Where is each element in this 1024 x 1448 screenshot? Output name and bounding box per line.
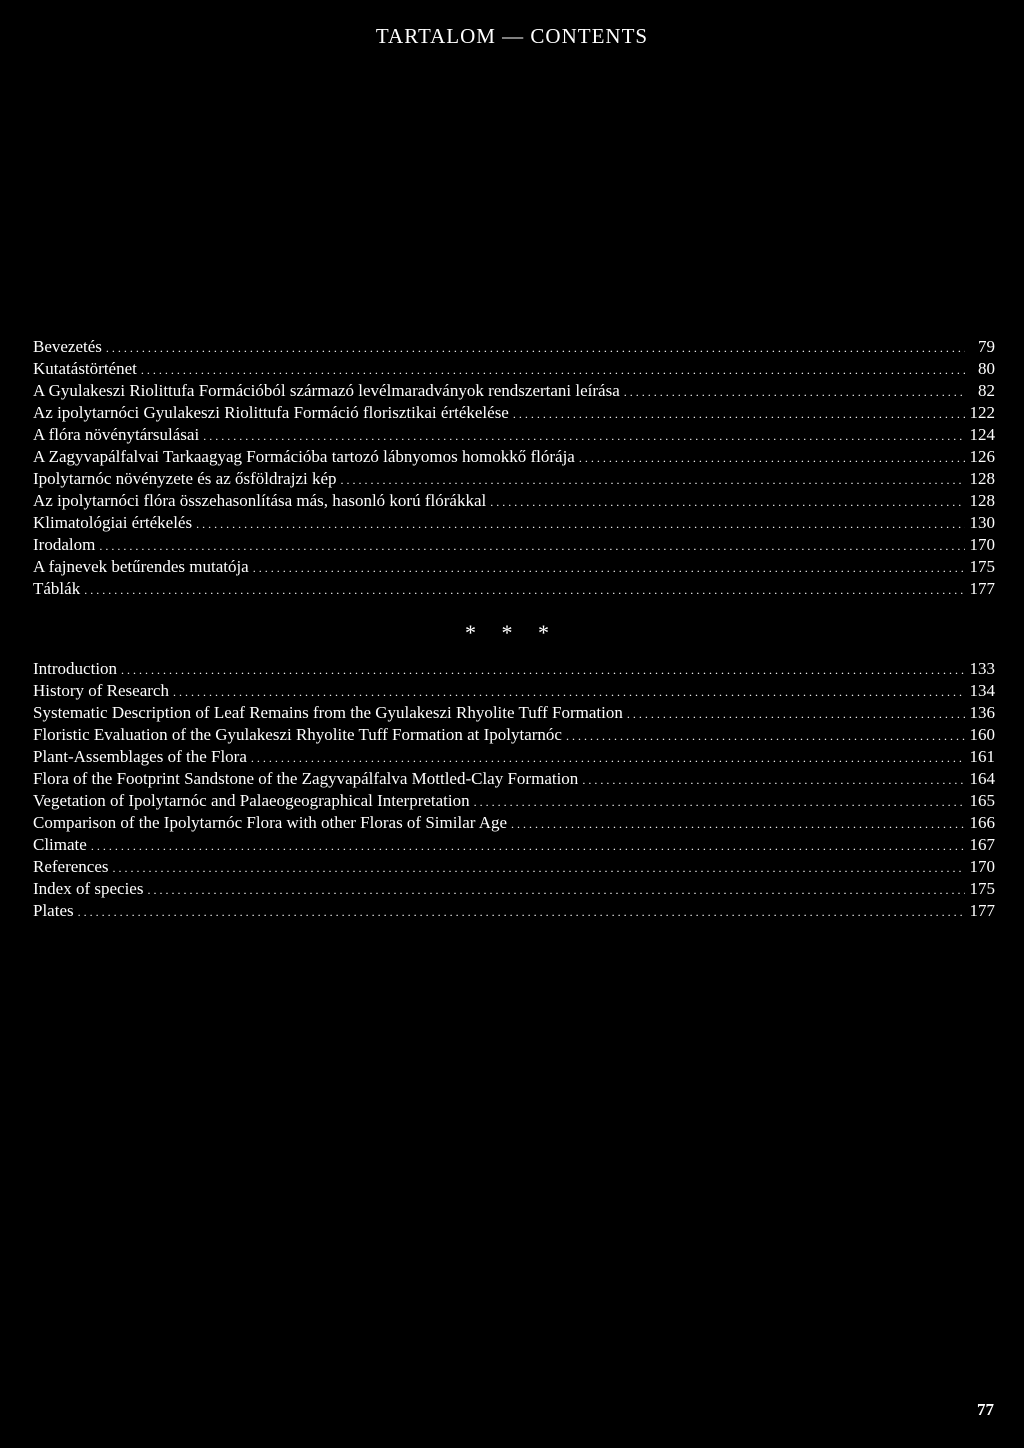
dot-leader bbox=[106, 337, 965, 359]
dot-leader bbox=[627, 703, 965, 725]
dot-leader bbox=[624, 381, 965, 403]
toc-entry-label: History of Research bbox=[33, 681, 169, 700]
dot-leader bbox=[490, 491, 965, 513]
toc-entry-page: 128 bbox=[969, 469, 995, 488]
toc-entry[interactable] bbox=[33, 680, 995, 702]
dot-leader bbox=[173, 681, 965, 703]
toc-entry-page: 122 bbox=[969, 403, 995, 422]
dot-leader bbox=[253, 557, 965, 579]
toc-entry-page: 134 bbox=[969, 681, 995, 700]
dot-leader bbox=[121, 659, 965, 681]
toc-entry-page: 175 bbox=[969, 879, 995, 898]
toc-entry-page: 165 bbox=[969, 791, 995, 810]
toc-entry-label: References bbox=[33, 857, 109, 876]
toc-entry-page: 167 bbox=[969, 835, 995, 854]
dot-leader bbox=[251, 747, 965, 769]
toc-entry-label: Plates bbox=[33, 901, 74, 920]
dot-leader bbox=[141, 359, 965, 381]
toc-entry-label: Táblák bbox=[33, 579, 81, 598]
toc-entry-page: 128 bbox=[969, 491, 995, 510]
toc-entry[interactable] bbox=[33, 834, 995, 856]
toc-entry-page: 166 bbox=[969, 813, 995, 832]
toc-entry-label: Systematic Description of Leaf Remains from the Gyulakeszi Rhyolite Tuff Formation bbox=[33, 703, 623, 722]
dot-leader bbox=[78, 901, 965, 923]
toc-entry-page: 124 bbox=[969, 425, 995, 444]
toc-entry[interactable] bbox=[33, 512, 995, 534]
toc-entry[interactable] bbox=[33, 468, 995, 490]
toc-entry-page: 170 bbox=[969, 535, 995, 554]
page-title: TARTALOM — CONTENTS bbox=[375, 24, 649, 48]
toc-entry-page: 133 bbox=[969, 659, 995, 678]
toc-entry[interactable] bbox=[33, 490, 995, 512]
toc-entry-label: Ipolytarnóc növényzete és az ősföldrajzi kép bbox=[33, 469, 337, 488]
toc-entry[interactable] bbox=[33, 878, 995, 900]
toc-entry-label: Plant-Assemblages of the Flora bbox=[33, 747, 247, 766]
toc-entry-label: Introduction bbox=[33, 659, 118, 678]
toc-entry[interactable] bbox=[33, 746, 995, 768]
toc-entry-label: A Zagyvapálfalvai Tarkaagyag Formációba tartozó lábnyomos homokkő flórája bbox=[33, 447, 575, 466]
toc-entry-label: Flora of the Footprint Sandstone of the Zagyvapálfalva Mottled-Clay Formation bbox=[33, 769, 579, 788]
dot-leader bbox=[579, 447, 965, 469]
dot-leader bbox=[513, 403, 965, 425]
dot-leader bbox=[196, 513, 965, 535]
toc-entry-page: 82 bbox=[978, 381, 995, 400]
toc-entry[interactable] bbox=[33, 446, 995, 468]
dot-leader bbox=[113, 857, 965, 879]
toc-entry-label: Kutatástörténet bbox=[33, 359, 137, 378]
page-number: 77 bbox=[977, 1400, 994, 1419]
toc-entry-page: 177 bbox=[969, 901, 995, 920]
section-separator: * * * bbox=[465, 620, 559, 645]
dot-leader bbox=[566, 725, 965, 747]
dot-leader bbox=[511, 813, 965, 835]
toc-entry-label: Comparison of the Ipolytarnóc Flora with other Floras of Similar Age bbox=[33, 813, 508, 832]
toc-entry[interactable] bbox=[33, 380, 995, 402]
toc-entry[interactable] bbox=[33, 900, 995, 922]
toc-entry[interactable] bbox=[33, 358, 995, 380]
toc-entry[interactable] bbox=[33, 402, 995, 424]
toc-entry[interactable] bbox=[33, 556, 995, 578]
toc-entry[interactable] bbox=[33, 534, 995, 556]
toc-entry[interactable] bbox=[33, 702, 995, 724]
toc-entry-page: 170 bbox=[969, 857, 995, 876]
toc-entry[interactable] bbox=[33, 856, 995, 878]
toc-entry-label: Climate bbox=[33, 835, 87, 854]
dot-leader bbox=[341, 469, 965, 491]
toc-entry-label: A fajnevek betűrendes mutatója bbox=[33, 557, 249, 576]
toc-entry-label: Vegetation of Ipolytarnóc and Palaeogeographical Interpretation bbox=[33, 791, 470, 810]
toc-entry-page: 136 bbox=[969, 703, 995, 722]
dot-leader bbox=[147, 879, 965, 901]
dot-leader bbox=[91, 835, 965, 857]
toc-entry-label: Az ipolytarnóci flóra összehasonlítása más, hasonló korú flórákkal bbox=[33, 491, 487, 510]
toc-entry[interactable] bbox=[33, 658, 995, 680]
toc-entry-page: 126 bbox=[969, 447, 995, 466]
toc-entry-label: Floristic Evaluation of the Gyulakeszi Rhyolite Tuff Formation at Ipolytarnóc bbox=[33, 725, 562, 744]
toc-entry-label: A Gyulakeszi Riolittufa Formációból származó levélmaradványok rendszertani leírása bbox=[33, 381, 620, 400]
toc-entry[interactable] bbox=[33, 790, 995, 812]
toc-entry[interactable] bbox=[33, 424, 995, 446]
contents-english bbox=[33, 658, 995, 922]
toc-entry-page: 80 bbox=[978, 359, 995, 378]
toc-entry-page: 161 bbox=[969, 747, 995, 766]
dot-leader bbox=[582, 769, 965, 791]
toc-entry[interactable] bbox=[33, 578, 995, 600]
toc-entry-page: 177 bbox=[969, 579, 995, 598]
dot-leader bbox=[84, 579, 965, 601]
toc-entry-page: 160 bbox=[969, 725, 995, 744]
dot-leader bbox=[474, 791, 965, 813]
toc-entry-label: Klimatológiai értékelés bbox=[33, 513, 193, 532]
dot-leader bbox=[203, 425, 965, 447]
toc-entry-page: 130 bbox=[969, 513, 995, 532]
toc-entry-label: Irodalom bbox=[33, 535, 96, 554]
toc-entry-label: Bevezetés bbox=[33, 337, 102, 356]
toc-entry-label: Az ipolytarnóci Gyulakeszi Riolittufa Formáció florisztikai értékelése bbox=[33, 403, 509, 422]
toc-entry-label: Index of species bbox=[33, 879, 144, 898]
contents-hungarian bbox=[33, 336, 995, 600]
toc-entry-label: A flóra növénytársulásai bbox=[33, 425, 200, 444]
toc-entry-page: 164 bbox=[969, 769, 995, 788]
dot-leader bbox=[99, 535, 965, 557]
toc-entry[interactable] bbox=[33, 724, 995, 746]
toc-entry[interactable] bbox=[33, 336, 995, 358]
toc-entry-page: 79 bbox=[978, 337, 995, 356]
toc-entry-page: 175 bbox=[969, 557, 995, 576]
toc-entry[interactable] bbox=[33, 768, 995, 790]
toc-entry[interactable] bbox=[33, 812, 995, 834]
